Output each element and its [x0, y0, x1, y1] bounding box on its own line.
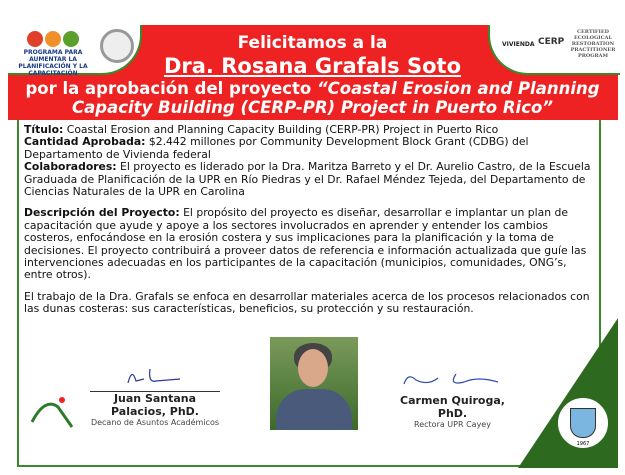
- header-project-title: “Coastal Erosion and Planning Capacity Building (CERP-PR) Project in Puerto Rico”: [72, 79, 600, 117]
- signer-role: Rectora UPR Cayey: [414, 420, 491, 429]
- colaboradores-field: Colaboradores: El proyecto es liderado por la Dra. Maritza Barreto y el Dr. Aurelio Castro, de la Escuela Graduada de Planificación de la UPR en Río Piedras y el Dr. Rafael Méndez Tejeda, del Departamento de Ciencias Naturales de la UPR en Carolina: [24, 160, 591, 199]
- titulo-field: Título: Coastal Erosion and Planning Capacity Building (CERP-PR) Project in Puerto Rico: [24, 123, 499, 136]
- signature-santana: [90, 365, 220, 427]
- closing-paragraph: El trabajo de la Dra. Grafals se enfoca en desarrollar materiales acerca de los procesos relacionados con las dunas costeras: sus características, beneficios, su protección y su restauración.: [24, 289, 590, 316]
- header-line1: Felicitamos a la: [237, 33, 388, 53]
- upr-cayey-seal: [555, 395, 611, 451]
- signer-name: Carmen Quiroga, PhD.: [400, 394, 505, 420]
- signer-role: Decano de Asuntos Académicos: [90, 418, 220, 427]
- certified-logo: CERTIFIED ECOLOGICAL RESTORATION PRACTITIONER PROGRAM: [570, 29, 616, 59]
- document-body: [24, 124, 594, 325]
- signature-quiroga: [390, 368, 515, 429]
- signer-name: Juan Santana Palacios, PhD.: [111, 392, 199, 418]
- header-project-intro: por la aprobación del proyecto: [25, 79, 318, 98]
- program-logo-text: PROGRAMA PARA AUMENTAR LA PLANIFICACIÓN Y LA CAPACITACIÓN: [18, 49, 88, 77]
- honoree-photo: [270, 337, 358, 430]
- descripcion-field: Descripción del Proyecto: El propósito del proyecto es diseñar, desarrollar e implantar un plan de capacitación que ayude y apoye a los sectores involucrados en aprender y entender los cambios costeros, enfocándose en la erosión costera y sus implicaciones para la planificación y la toma de decisiones. El proyecto contribuirá a proveer datos de referencia e información actualizada que guíe las intervenciones adecuadas en los participantes de la capacitación (municipios, comunidades, ONG’s, entre otros).: [24, 206, 587, 282]
- signature-icon: [398, 368, 508, 390]
- seal-year: 1967: [576, 441, 590, 447]
- header-project: [0, 79, 625, 117]
- cerp-logo: CERP: [538, 37, 565, 47]
- signature-icon: [120, 365, 190, 387]
- honoree-name: Dra. Rosana Grafals Soto: [163, 54, 462, 78]
- cantidad-field: Cantidad Aprobada: $2.442 millones por Community Development Block Grant (CDBG) del Departamento de Vivienda federal: [24, 135, 529, 161]
- program-emblem-icon: [30, 392, 75, 432]
- vivienda-logo: VIVIENDA: [502, 41, 535, 48]
